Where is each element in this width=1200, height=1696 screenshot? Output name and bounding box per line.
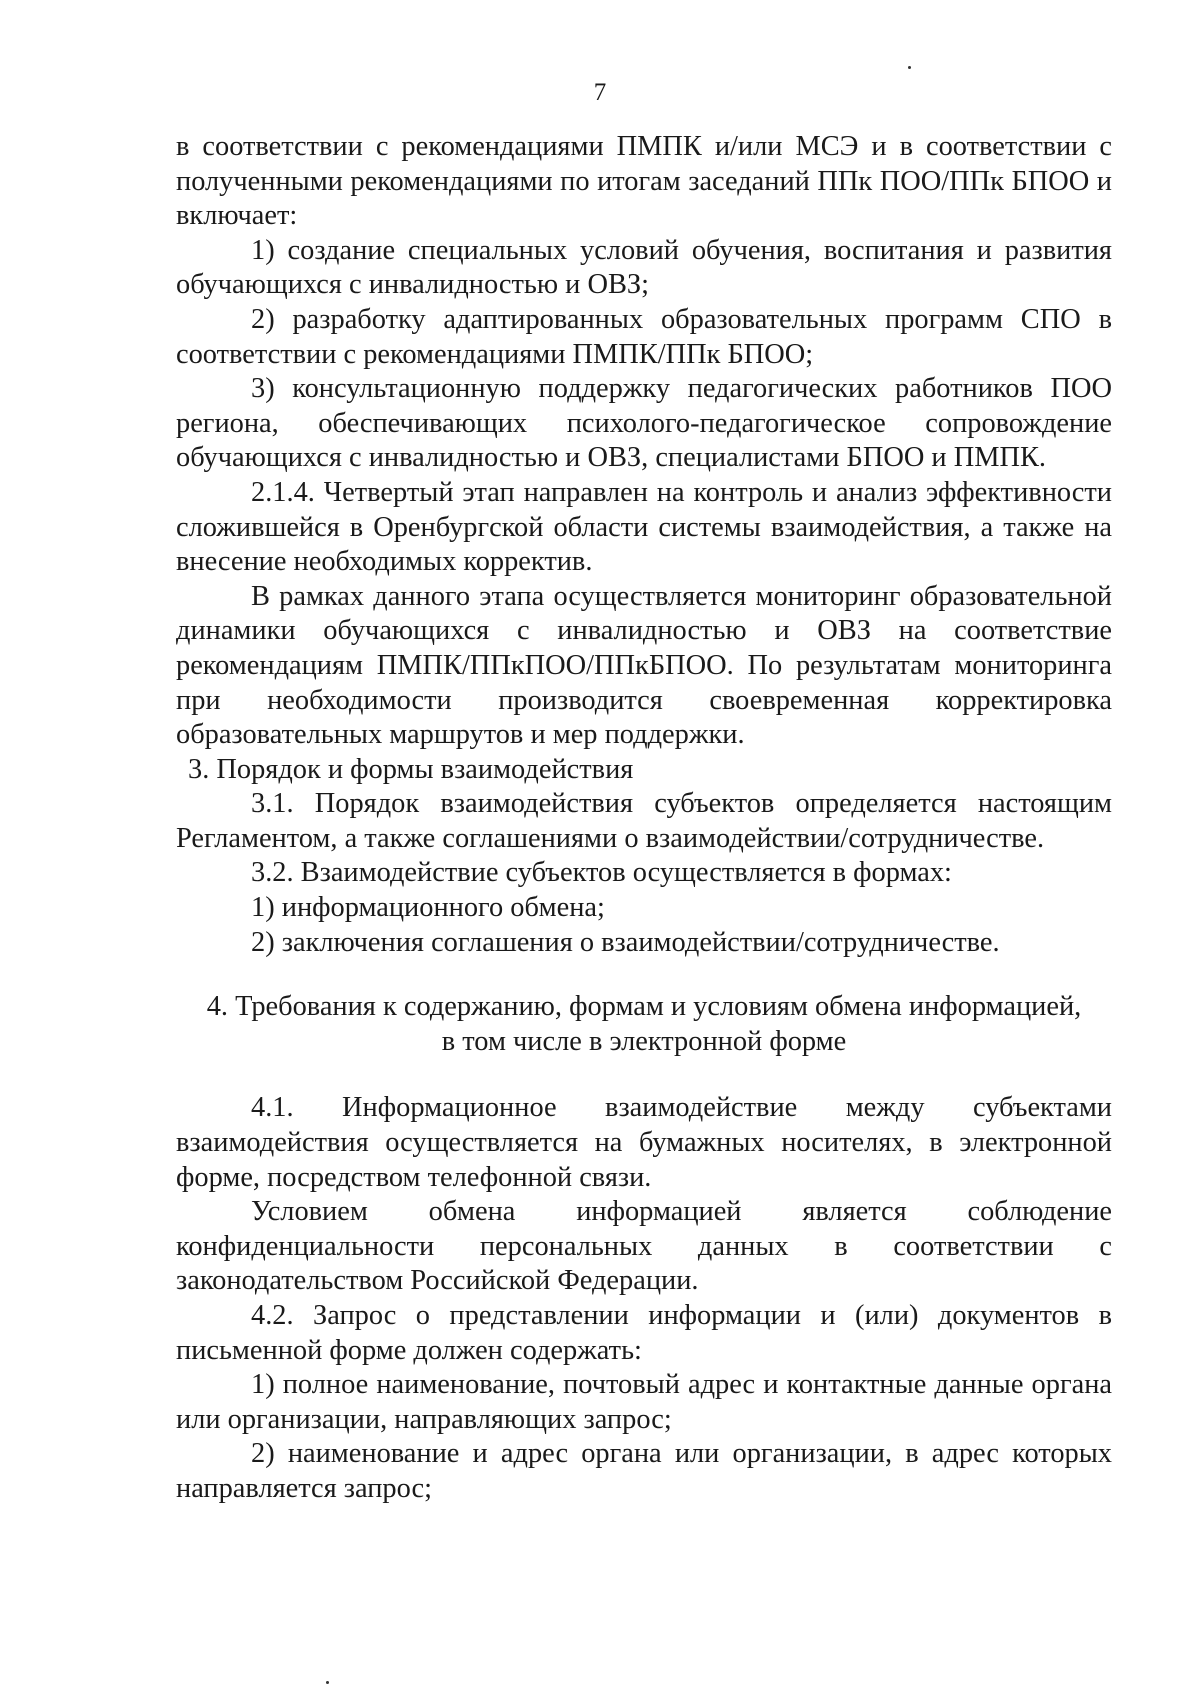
section-heading: 3. Порядок и формы взаимодействия (188, 753, 634, 785)
list-item: 1) полное наименование, почтовый адрес и контактные данные органа или организации, направляющих запрос; (176, 1369, 1112, 1435)
scan-speck (908, 66, 911, 69)
section-heading-line: в том числе в электронной форме (441, 1025, 847, 1057)
paragraph: 3.2. Взаимодействие субъектов осуществляется в формах: (251, 857, 952, 889)
paragraph: 4.1. Информационное взаимодействие между субъектами взаимодействия осуществляется на бумажных носителях, в электронной форме, посредством телефонной связи. (176, 1092, 1112, 1193)
paragraph: В рамках данного этапа осуществляется мониторинг образовательной динамики обучающихся с инвалидностью и ОВЗ на соответствие рекомендациям ПМПК/ППкПОО/ППкБПОО. По результатам мониторинга при необходимости производится своевременная корректировка образовательных маршрутов и мер поддержки. (176, 580, 1112, 751)
list-item: 1) информационного обмена; (251, 892, 605, 924)
section-heading (176, 990, 1112, 1059)
list-item: 2) заключения соглашения о взаимодействии/сотрудничестве. (251, 926, 1000, 958)
paragraph: 4.2. Запрос о представлении информации и (или) документов в письменной форме должен содержать: (176, 1300, 1112, 1366)
list-item: 2) наименование и адрес органа или организации, в адрес которых направляется запрос; (176, 1438, 1112, 1504)
document-body (176, 130, 1112, 1507)
scan-speck (326, 1681, 329, 1684)
list-item: 1) создание специальных условий обучения, воспитания и развития обучающихся с инвалидностью и ОВЗ; (176, 234, 1112, 301)
list-item: 3) консультационную поддержку педагогических работников ПОО региона, обеспечивающих психолого-педагогическое сопровождение обучающихся с инвалидностью и ОВЗ, специалистами БПОО и ПМПК. (176, 373, 1112, 474)
section-heading-line: 4. Требования к содержанию, формам и условиям обмена информацией, (206, 991, 1082, 1023)
page-number: 7 (593, 79, 607, 106)
paragraph: в соответствии с рекомендациями ПМПК и/или МСЭ и в соответствии с полученными рекомендациями по итогам заседаний ППк ПОО/ППк БПОО и включает: (176, 131, 1112, 232)
list-item: 2) разработку адаптированных образовательных программ СПО в соответствии с рекомендациями ПМПК/ППк БПОО; (176, 303, 1112, 370)
paragraph: 3.1. Порядок взаимодействия субъектов определяется настоящим Регламентом, а также соглашениями о взаимодействии/сотрудничестве. (176, 788, 1112, 854)
paragraph: Условием обмена информацией является соблюдение конфиденциальности персональных данных в соответствии с законодательством Российской Федерации. (176, 1196, 1112, 1297)
paragraph: 2.1.4. Четвертый этап направлен на контроль и анализ эффективности сложившейся в Оренбургской области системы взаимодействия, а также на внесение необходимых корректив. (176, 476, 1112, 578)
